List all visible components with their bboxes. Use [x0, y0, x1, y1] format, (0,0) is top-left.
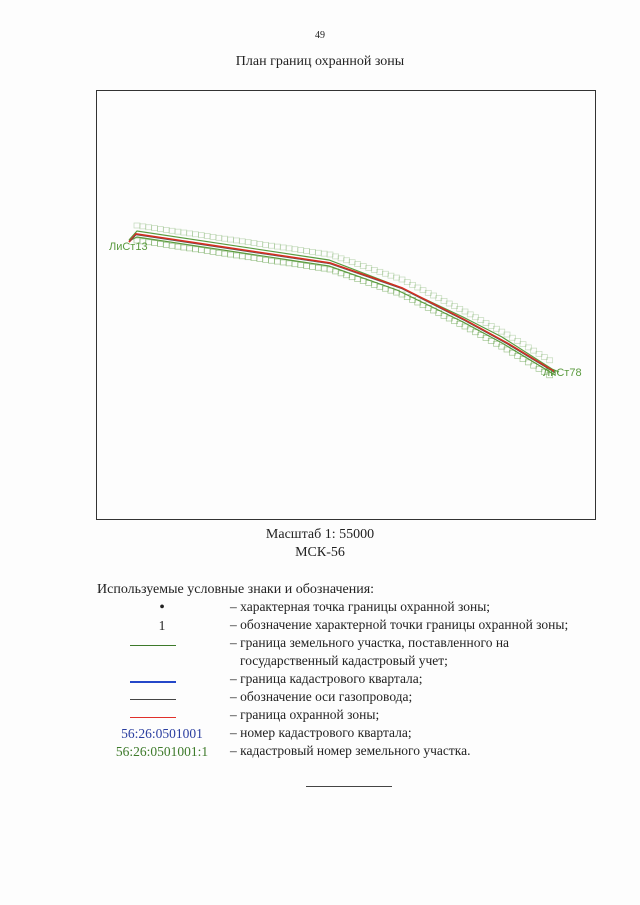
- point-label-mark: [204, 249, 210, 254]
- legend-item-parcel-boundary: [97, 635, 627, 671]
- point-label-mark: [239, 254, 245, 259]
- point-label-mark: [338, 256, 344, 261]
- point-label-mark: [286, 246, 292, 251]
- legend-text: – номер кадастрового квартала;: [230, 725, 412, 740]
- point-label-mark: [169, 243, 175, 248]
- zone-boundary-line-symbol: [130, 717, 176, 718]
- point-label-mark: [274, 259, 280, 264]
- point-label-mark: [233, 253, 239, 258]
- point-label-mark: [204, 234, 210, 239]
- point-label-mark: [269, 258, 275, 263]
- point-label-mark: [175, 244, 181, 249]
- legend-text: – граница кадастрового квартала;: [230, 671, 423, 686]
- point-label-mark: [228, 237, 234, 242]
- point-label-mark: [263, 242, 269, 247]
- legend-text: – граница земельного участка, поставленного на: [230, 635, 510, 650]
- pipeline-axis-line-symbol: [130, 699, 176, 700]
- legend-text-continued: государственный кадастровый учет;: [240, 653, 448, 668]
- point-label-mark: [222, 251, 228, 256]
- legend-item-quarter-boundary: [97, 671, 627, 689]
- point-label-mark: [344, 258, 350, 263]
- point-label-mark: [134, 223, 140, 228]
- parcel-boundary: [129, 231, 559, 372]
- point-label-mark: [181, 245, 187, 250]
- point-label-mark: [388, 273, 394, 278]
- legend-item-point: [97, 599, 627, 617]
- point-label-mark: [263, 257, 269, 262]
- point-label-mark: [292, 262, 298, 267]
- scale-block: [0, 526, 640, 562]
- legend-item-quarter-number: [97, 725, 627, 743]
- page-number: 49: [315, 30, 325, 41]
- point-label-mark: [216, 235, 222, 240]
- point-label-mark: [198, 248, 204, 253]
- point-label-mark: [371, 267, 377, 272]
- point-label-mark: [280, 260, 286, 265]
- point-label-mark: [257, 256, 263, 261]
- cadastral-number-symbol: 56:26:0501001:1: [115, 744, 209, 759]
- point-label-mark: [257, 241, 263, 246]
- point-label-mark: [269, 243, 275, 248]
- point-label-mark: [327, 267, 333, 272]
- footnote-divider: [306, 786, 392, 787]
- point-label-mark: [175, 229, 181, 234]
- point-label-mark: [321, 266, 327, 271]
- point-label-mark: [321, 251, 327, 256]
- legend-item-pipeline-axis: [97, 689, 627, 707]
- legend-text: – характерная точка границы охранной зоны;: [230, 599, 491, 614]
- point-label-mark: [210, 234, 216, 239]
- point-label-mark: [304, 248, 310, 253]
- legend-text: – обозначение характерной точки границы охранной зоны;: [230, 617, 569, 632]
- quarter-number-symbol: 56:26:0501001: [121, 726, 203, 741]
- point-symbol: •: [159, 599, 165, 616]
- point-label-mark: [274, 244, 280, 249]
- plan-title: План границ охранной зоны: [235, 54, 405, 69]
- point-label-mark: [333, 254, 339, 259]
- point-label-mark: [309, 249, 315, 254]
- point-label-mark: [251, 256, 257, 261]
- coordinate-system-label: МСК-56: [295, 545, 345, 560]
- point-label-mark: [210, 249, 216, 254]
- point-label-symbol: 1: [158, 618, 166, 633]
- map-drawing: [97, 91, 595, 519]
- point-label-mark: [228, 252, 234, 257]
- point-label-mark: [187, 246, 193, 251]
- point-label-mark: [157, 242, 163, 247]
- point-label-mark: [169, 228, 175, 233]
- quarter-boundary-line-symbol: [130, 681, 176, 683]
- point-label-mark: [163, 227, 169, 232]
- point-label-mark: [233, 238, 239, 243]
- point-label-mark: [187, 231, 193, 236]
- map-start-label: ЛиСт13: [109, 241, 148, 253]
- point-label-mark: [315, 265, 321, 270]
- map-frame: [96, 90, 596, 520]
- point-label-mark: [216, 250, 222, 255]
- point-label-mark: [245, 255, 251, 260]
- legend-text: – граница охранной зоны;: [230, 707, 380, 722]
- point-label-mark: [280, 245, 286, 250]
- parcel-boundary-lower: [129, 237, 555, 375]
- legend-item-point-label: [97, 617, 627, 635]
- point-label-mark: [163, 242, 169, 247]
- point-label-mark: [298, 263, 304, 268]
- point-label-mark: [292, 247, 298, 252]
- point-label-mark: [192, 232, 198, 237]
- parcel-boundary-line-symbol: [130, 645, 176, 646]
- point-label-mark: [198, 233, 204, 238]
- map-end-label: ЛиСт78: [543, 367, 582, 379]
- point-label-mark: [152, 226, 158, 231]
- point-label-mark: [377, 269, 383, 274]
- point-label-mark: [366, 265, 372, 270]
- point-label-mark: [239, 239, 245, 244]
- legend-item-cadastral-number: [97, 743, 627, 761]
- point-label-mark: [382, 271, 388, 276]
- legend-text: – кадастровый номер земельного участка.: [230, 743, 471, 758]
- point-label-mark: [360, 264, 366, 269]
- point-label-mark: [181, 230, 187, 235]
- point-label-mark: [245, 240, 251, 245]
- legend-text: – обозначение оси газопровода;: [230, 689, 413, 704]
- point-label-mark: [349, 260, 355, 265]
- legend-title: Используемые условные знаки и обозначения:: [97, 582, 375, 597]
- point-label-mark: [146, 225, 152, 230]
- scale-label: Масштаб 1: 55000: [265, 527, 375, 542]
- point-label-mark: [140, 224, 146, 229]
- point-label-mark: [251, 241, 257, 246]
- legend-item-zone-boundary: [97, 707, 627, 725]
- point-label-mark: [192, 247, 198, 252]
- point-label-mark: [222, 236, 228, 241]
- point-label-mark: [315, 250, 321, 255]
- point-label-mark: [355, 262, 361, 267]
- point-label-mark: [304, 263, 310, 268]
- point-label-mark: [157, 227, 163, 232]
- point-label-mark: [298, 248, 304, 253]
- point-label-mark: [152, 241, 158, 246]
- point-label-mark: [393, 275, 399, 280]
- point-label-mark: [286, 261, 292, 266]
- point-label-mark: [309, 264, 315, 269]
- protection-zone-boundary: [129, 234, 555, 372]
- point-label-mark: [327, 252, 333, 257]
